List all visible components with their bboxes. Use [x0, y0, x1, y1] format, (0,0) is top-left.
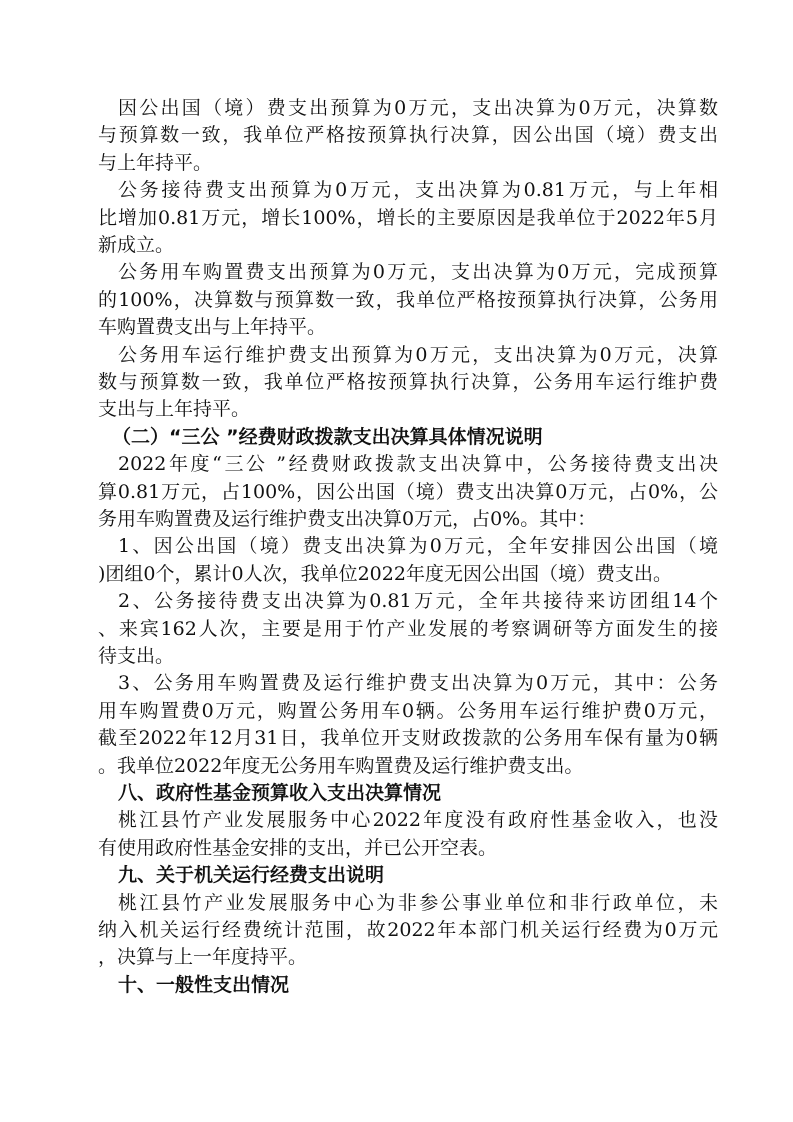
- paragraph-line: 。我单位2022年度无公务用车购置费及运行维护费支出。: [98, 754, 584, 777]
- paragraph-line: 待支出。: [98, 645, 175, 667]
- paragraph-line: 桃江县竹产业发展服务中心2022年度没有政府性基金收入，也没: [118, 809, 718, 832]
- section-heading: 十、一般性支出情况: [118, 973, 290, 996]
- paragraph-line: 因公出国（境）费支出预算为0万元，支出决算为0万元，决算数: [118, 97, 718, 119]
- paragraph-line: 纳入机关运行经费统计范围，故2022年本部门机关运行经费为0万元: [98, 919, 718, 941]
- paragraph-line: 支出与上年持平。: [98, 398, 251, 421]
- paragraph-line: 比增加0.81万元，增长100%，增长的主要原因是我单位于2022年5月: [98, 206, 718, 229]
- paragraph-line: 公务用车运行维护费支出预算为0万元，支出决算为0万元，决算: [118, 343, 718, 366]
- paragraph-line: 数与预算数一致，我单位严格按预算执行决算，公务用车运行维护费: [98, 371, 718, 393]
- paragraph-line: 、来宾162人次，主要是用于竹产业发展的考察调研等方面发生的接: [98, 617, 718, 640]
- paragraph-line: 算0.81万元，占100%，因公出国（境）费支出决算0万元，占0%，公: [98, 480, 718, 503]
- section-heading: （二）“三公 ”经费财政拨款支出决算具体情况说明: [112, 425, 543, 448]
- paragraph-line: 的100%，决算数与预算数一致，我单位严格按预算执行决算，公务用: [98, 288, 718, 311]
- paragraph-line: 用车购置费0万元，购置公务用车0辆。公务用车运行维护费0万元，: [98, 699, 718, 722]
- paragraph-line: 公务用车购置费支出预算为0万元，支出决算为0万元，完成预算: [118, 261, 718, 284]
- section-heading: 八、政府性基金预算收入支出决算情况: [118, 782, 442, 804]
- paragraph-line: 有使用政府性基金安排的支出，并已公开空表。: [98, 836, 498, 859]
- paragraph-line: 桃江县竹产业发展服务中心为非参公事业单位和非行政单位，未: [118, 891, 718, 914]
- paragraph-line: ，决算与上一年度持平。: [98, 946, 308, 969]
- paragraph-line: )团组0个，累计0人次，我单位2022年度无因公出国（境）费支出。: [98, 562, 672, 585]
- paragraph-line: 3、公务用车购置费及运行维护费支出决算为0万元，其中：公务: [118, 672, 718, 695]
- paragraph-line: 务用车购置费及运行维护费支出决算0万元，占0%。其中：: [98, 508, 597, 530]
- paragraph-line: 截至2022年12月31日，我单位开支财政拨款的公务用车保有量为0辆: [98, 727, 718, 750]
- paragraph-line: 1、因公出国（境）费支出决算为0万元，全年安排因公出国（境: [118, 535, 718, 558]
- paragraph-line: 与上年持平。: [98, 151, 213, 174]
- paragraph-line: 新成立。: [98, 234, 175, 256]
- section-heading: 九、关于机关运行经费支出说明: [118, 864, 385, 887]
- paragraph-line: 车购置费支出与上年持平。: [98, 316, 327, 339]
- paragraph-line: 与预算数一致，我单位严格按预算执行决算，因公出国（境）费支出: [98, 124, 718, 147]
- paragraph-line: 2、公务接待费支出决算为0.81万元，全年共接待来访团组14个: [118, 590, 718, 613]
- paragraph-line: 公务接待费支出预算为0万元，支出决算为0.81万元，与上年相: [118, 179, 718, 202]
- paragraph-line: 2022年度“三公 ”经费财政拨款支出决算中，公务接待费支出决: [118, 453, 718, 476]
